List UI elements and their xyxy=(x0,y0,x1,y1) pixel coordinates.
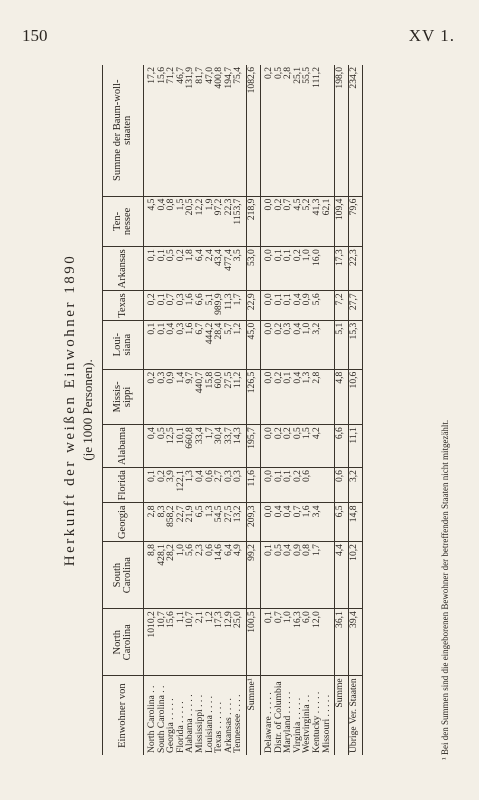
uebrige-row xyxy=(349,65,363,755)
cell: 45,0 xyxy=(246,320,260,369)
table-subtitle: (je 1000 Personen). xyxy=(80,359,95,461)
origin-table xyxy=(102,65,363,755)
cell: 11,1 xyxy=(349,425,363,468)
col-header: Missis-sippi xyxy=(103,369,144,425)
section-mark: XV 1. xyxy=(408,26,455,45)
page-number: 150 xyxy=(22,26,48,45)
table-title: Herkunft der weißen Einwohner 1890 xyxy=(62,253,78,567)
cell: 99,2 xyxy=(246,542,260,609)
cell: 0,6 xyxy=(335,468,349,503)
footnote: ¹ Bei den Summen sind die eingeborenen Bewohner der betreffenden Staaten nicht mitgezählt. xyxy=(440,419,450,760)
cell: 0,0 0,4 0,4 0,7 1,6 3,4 xyxy=(260,503,334,542)
cell: 0,1 0,2 3,9 122,1 1,3 0,4 0,6 2,7 0,3 0,3 xyxy=(144,468,247,503)
col-header: Einwohner von xyxy=(103,676,144,755)
cell: 14,8 xyxy=(349,503,363,542)
cell: 79,6 xyxy=(349,196,363,247)
group1-row xyxy=(144,65,247,755)
col-header: North Carolina xyxy=(103,609,144,676)
cell: 126,5 xyxy=(246,369,260,425)
cell: 195,7 xyxy=(246,425,260,468)
cell: 100,5 xyxy=(246,609,260,676)
col-header: Summe der Baum-woll-staaten xyxy=(103,65,144,196)
col-header: Texas xyxy=(103,291,144,320)
cell: 0,0 0,1 0,1 0,4 0,9 5,6 xyxy=(260,291,334,320)
cell: 1082,6 xyxy=(246,65,260,196)
cell: 15,3 xyxy=(349,320,363,369)
cell: 0,2 0,5 2,8 25,1 55,5 111,2 xyxy=(260,65,334,196)
cell: 109,4 xyxy=(335,196,349,247)
cell: 8,8 428,1 28,2 1,0 5,6 2,3 0,6 14,6 6,4 4,9 xyxy=(144,542,247,609)
cell: 0,0 0,1 0,1 0,2 0,6 xyxy=(260,468,334,503)
cell: 3,2 xyxy=(349,468,363,503)
cell: 0,0 0,2 0,3 0,4 1,0 3,2 xyxy=(260,320,334,369)
row-label: Übrige Ver. Staaten xyxy=(349,676,363,755)
cell: 0,0 0,2 0,1 0,4 1,3 2,8 xyxy=(260,369,334,425)
cell: 4,4 xyxy=(335,542,349,609)
cell: 0,2 0,3 0,9 1,4 9,7 440,7 15,8 60,0 27,5 11,2 xyxy=(144,369,247,425)
cell: 4,8 xyxy=(335,369,349,425)
cell: 10,2 xyxy=(349,542,363,609)
group2-row xyxy=(260,65,334,755)
cell: 17,3 xyxy=(335,247,349,291)
cell: 6,6 xyxy=(335,425,349,468)
col-header: Alabama xyxy=(103,425,144,468)
cell: 0,1 0,1 0,4 0,3 1,6 6,7 444,2 28,4 5,7 1,2 xyxy=(144,320,247,369)
cell: 0,1 0,5 0,4 0,9 0,8 1,7 xyxy=(260,542,334,609)
cell: 2,8 8,3 858,2 22,7 21,9 6,5 1,3 54,5 27,5 13,2 xyxy=(144,503,247,542)
cell: 10,6 xyxy=(349,369,363,425)
row-labels: North Carolina . . South Carolina . . Georgia . . . . . Florida . . . . . Alabama . . . . . Mississippi . . . Louisiana . . . . Texas . . . . . . Arkansas . . . . Tennessee . . . . xyxy=(146,685,244,753)
header-row xyxy=(103,65,144,755)
col-header: Arkansas xyxy=(103,247,144,291)
cell: 0,2 0,1 0,7 0,3 1,6 6,6 5,1 989,9 11,3 1,7 xyxy=(144,291,247,320)
cell: 198,0 xyxy=(335,65,349,196)
row-label: Summe xyxy=(335,676,349,755)
cell: 6,5 xyxy=(335,503,349,542)
cell: 36,1 xyxy=(335,609,349,676)
cell: 53,0 xyxy=(246,247,260,291)
col-header: Ten-nessee xyxy=(103,196,144,247)
cell: 22,9 xyxy=(246,291,260,320)
cell: 4,5 0,4 0,8 1,5 20,5 12,2 1,9 97,2 22,3 1153,7 xyxy=(144,196,247,247)
cell: 27,7 xyxy=(349,291,363,320)
cell: 11,6 xyxy=(246,468,260,503)
col-header: Loui-siana xyxy=(103,320,144,369)
col-header: South Carolina xyxy=(103,542,144,609)
cell: 0,0 0,1 0,1 0,2 1,0 16,0 xyxy=(260,247,334,291)
summe1-row xyxy=(246,65,260,755)
cell: 39,4 xyxy=(349,609,363,676)
col-header: Florida xyxy=(103,468,144,503)
cell: 0,0 0,2 0,2 0,5 1,5 4,2 xyxy=(260,425,334,468)
cell: 234,2 xyxy=(349,65,363,196)
cell: 0,1 0,7 1,0 16,3 6,0 12,0 xyxy=(260,609,334,676)
cell: 1010,2 10,7 15,6 1,1 10,7 2,1 1,2 17,3 12,9 25,0 xyxy=(144,609,247,676)
row-label: Summe¹ xyxy=(246,676,260,755)
summe2-row xyxy=(335,65,349,755)
rotated-table-block xyxy=(60,65,430,755)
row-labels: Delaware . . . . . Distr. of Columbia Maryland . . . . . Virginia . . . . . Westvirginia . . Kentucky . . . . . Missouri . . . . . xyxy=(262,681,332,753)
cell: 218,9 xyxy=(246,196,260,247)
cell: 209,3 xyxy=(246,503,260,542)
cell: 5,1 xyxy=(335,320,349,369)
cell: 0,4 0,5 12,5 10,1 660,8 33,4 1,7 30,4 33,7 14,3 xyxy=(144,425,247,468)
cell: 7,2 xyxy=(335,291,349,320)
cell: 17,2 15,6 71,2 46,7 131,9 81,7 47,0 400,8 194,7 75,4 xyxy=(144,65,247,196)
cell: 0,1 0,1 0,5 0,2 1,8 6,4 2,4 43,4 477,4 3,5 xyxy=(144,247,247,291)
cell: 0,0 0,2 0,7 4,5 5,2 41,3 62,1 xyxy=(260,196,334,247)
col-header: Georgia xyxy=(103,503,144,542)
cell: 22,3 xyxy=(349,247,363,291)
